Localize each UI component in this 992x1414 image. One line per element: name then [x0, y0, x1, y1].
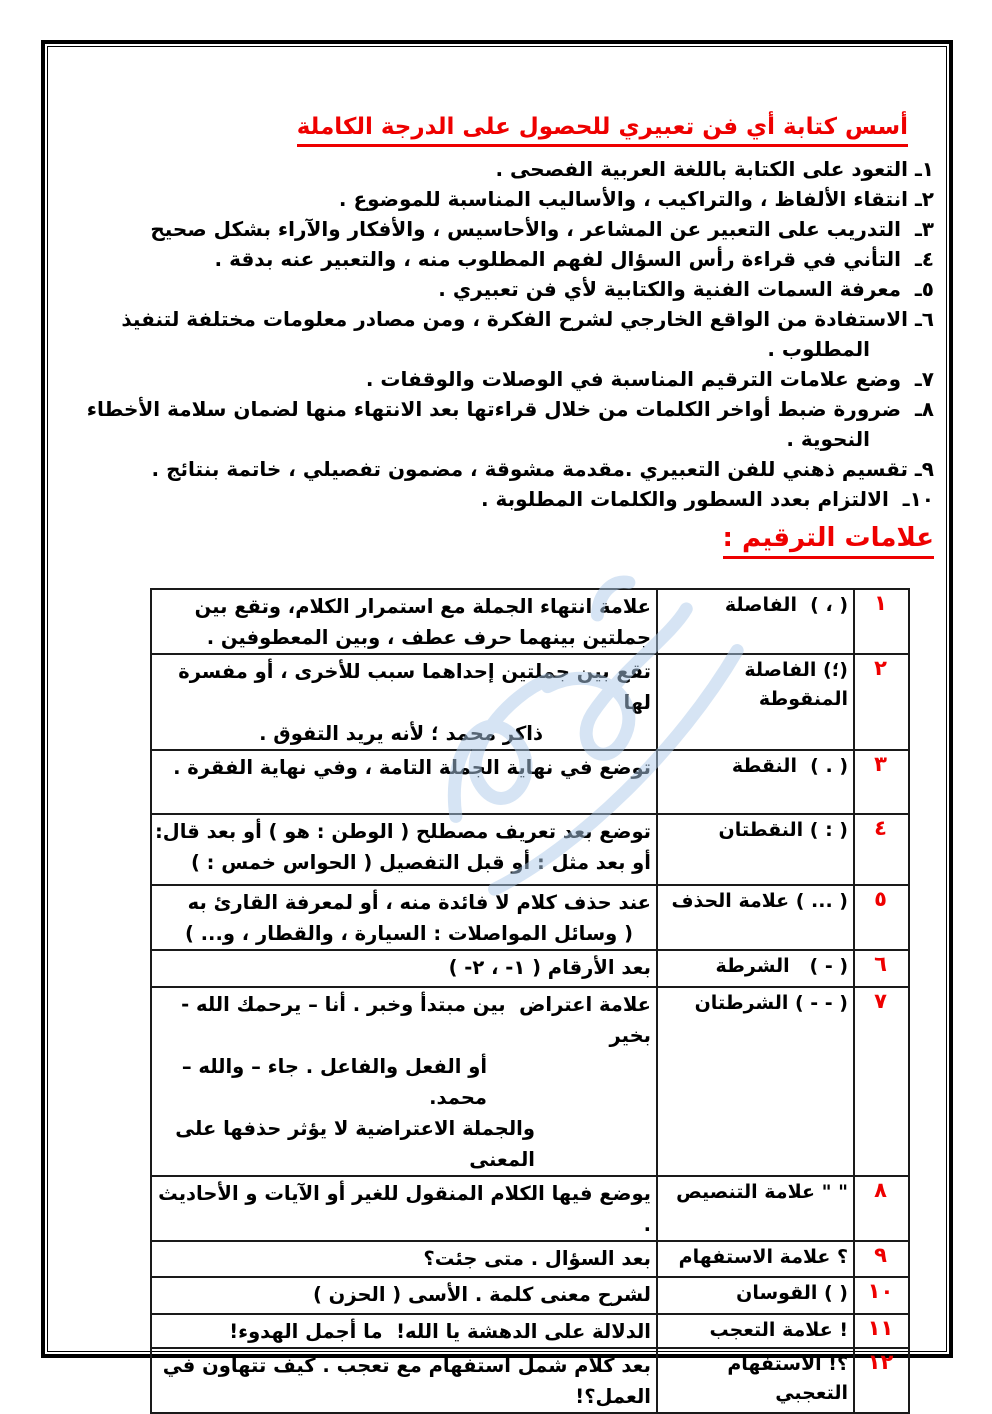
rule-item: ٣ـ التدريب على التعبير عن المشاعر ، والأحاسيس ، والأفكار والآراء بشكل صحيح [150, 217, 934, 241]
description-line: بعد السؤال . متى جئت؟ [423, 1247, 651, 1270]
section-heading-row [60, 522, 934, 559]
rule-item: ٢ـ انتقاء الألفاظ ، والتراكيب ، والأساليب المناسبة للموضوع . [338, 187, 934, 211]
rule-item: ٦ـ الاستفادة من الواقع الخارجي لشرح الفكرة ، ومن مصادر معلومات مختلفة لتنفيذ المطلوب . [114, 307, 934, 361]
row-number: ٦ [854, 950, 909, 987]
row-description [151, 589, 657, 654]
row-number: ١٢ [854, 1348, 909, 1413]
description-line: ذاكر محمد ؛ لأنه يريد التفوق . [259, 722, 543, 745]
row-mark-name: ( - - ) الشرطتان [657, 987, 854, 1176]
row-number: ٧ [854, 987, 909, 1176]
rule-item: ١٠ـ الالتزام بعدد السطور والكلمات المطلوبة . [480, 487, 934, 511]
table-row [151, 1348, 909, 1413]
row-mark-name: ( ... ) علامة الحذف [657, 885, 854, 950]
page-content [52, 48, 940, 1408]
row-description [151, 987, 657, 1176]
row-mark-name: " " علامة التنصيص [657, 1176, 854, 1241]
row-mark-name: (؛) الفاصلة المنقوطة [657, 654, 854, 750]
row-description [151, 1348, 657, 1413]
description-line: بعد الأرقام ( ١- ، ٢- ) [448, 956, 651, 979]
description-line: عند حذف كلام لا فائدة منه ، أو لمعرفة القارئ به [187, 891, 651, 914]
table-row [151, 1277, 909, 1314]
row-description [151, 950, 657, 987]
rule-item: ٤ـ التأني في قراءة رأس السؤال لفهم المطلوب منه ، والتعبير عنه بدقة . [214, 247, 934, 271]
row-number: ٣ [854, 750, 909, 814]
rule-item: ٥ـ معرفة السمات الفنية والكتابية لأي فن تعبيري . [438, 277, 934, 301]
table-row [151, 750, 909, 814]
row-mark-name: ( ) القوسان [657, 1277, 854, 1314]
description-line: أو الفعل والفاعل . جاء – والله – محمد. [175, 1055, 487, 1109]
row-mark-name: ( . ) النقطة [657, 750, 854, 814]
row-mark-name: ( ، ) الفاصلة [657, 589, 854, 654]
description-line: الدلالة على الدهشة يا الله! ما أجمل الهدوء! [229, 1320, 651, 1343]
rule-item: ١ـ التعود على الكتابة باللغة العربية الفصحى . [495, 157, 934, 181]
rules-list [60, 154, 934, 514]
row-description [151, 654, 657, 750]
description-line: أو بعد مثل : أو قبل التفصيل ( الحواس خمس : ) [190, 851, 651, 874]
table-row [151, 1176, 909, 1241]
row-number: ٥ [854, 885, 909, 950]
row-mark-name: ؟ علامة الاستفهام [657, 1241, 854, 1277]
row-mark-name: ؟! الاستفهام التعجبي [657, 1348, 854, 1413]
row-description [151, 1241, 657, 1277]
rule-item: ٧ـ وضع علامات الترقيم المناسبة في الوصلات والوقفات . [365, 367, 934, 391]
punctuation-table-body [151, 589, 909, 1413]
description-line: توضع في نهاية الجملة التامة ، وفي نهاية الفقرة . [173, 756, 651, 779]
table-row [151, 885, 909, 950]
row-description [151, 750, 657, 814]
rule-item: ٨ـ ضرورة ضبط أواخر الكلمات من خلال قراءتها بعد الانتهاء منها لضمان سلامة الأخطاء النحوية . [79, 397, 934, 451]
title-row [60, 112, 908, 147]
table-row [151, 654, 909, 750]
row-description [151, 814, 657, 885]
table-row [151, 987, 909, 1176]
row-number: ٩ [854, 1241, 909, 1277]
row-description [151, 1176, 657, 1241]
rule-item: ٩ـ تقسيم ذهني للفن التعبيري .مقدمة مشوقة ، مضمون تفصيلي ، خاتمة بنتائج . [151, 457, 934, 481]
description-line: علامة اعتراض بين مبتدأ وخبر . أنا – يرحمك الله - بخير [174, 993, 651, 1047]
row-number: ٨ [854, 1176, 909, 1241]
row-description [151, 885, 657, 950]
description-line: توضع بعد تعريف مصطلح ( الوطن : هو ) أو بعد قال: [154, 820, 651, 843]
row-number: ١٠ [854, 1277, 909, 1314]
table-row [151, 1314, 909, 1348]
punctuation-table [150, 588, 910, 1414]
row-number: ١ [854, 589, 909, 654]
description-line: لشرح معنى كلمة . الأسى ( الحزن ) [312, 1283, 651, 1306]
row-number: ١١ [854, 1314, 909, 1348]
description-line: جملتين بينهما حرف عطف ، وبين المعطوفين . [206, 626, 651, 649]
row-number: ٤ [854, 814, 909, 885]
description-line: تقع بين جملتين إحداهما سبب للأخرى ، أو مفسرة لها [171, 660, 651, 714]
row-mark-name: ( - ) الشرطة [657, 950, 854, 987]
description-line: بعد كلام شمل استفهام مع تعجب . كيف تتهاون في العمل؟! [155, 1354, 651, 1408]
table-row [151, 589, 909, 654]
description-line: علامة انتهاء الجملة مع استمرار الكلام، وتقع بين [194, 595, 651, 618]
description-line: والجملة الاعتراضية لا يؤثر حذفها على المعنى [168, 1117, 535, 1171]
table-row [151, 814, 909, 885]
description-line: يوضع فيها الكلام المنقول للغير أو الآيات و الأحاديث . [151, 1182, 651, 1236]
table-row [151, 1241, 909, 1277]
row-number: ٢ [854, 654, 909, 750]
page-title: أسس كتابة أي فن تعبيري للحصول على الدرجة الكاملة [297, 112, 908, 147]
section-heading: علامات الترقيم : [723, 522, 934, 559]
row-mark-name: ( : ) النقطتان [657, 814, 854, 885]
table-row [151, 950, 909, 987]
row-mark-name: ! علامة التعجب [657, 1314, 854, 1348]
description-line: ( وسائل المواصلات : السيارة ، والقطار ، و... ) [184, 922, 633, 945]
row-description [151, 1314, 657, 1348]
row-description [151, 1277, 657, 1314]
